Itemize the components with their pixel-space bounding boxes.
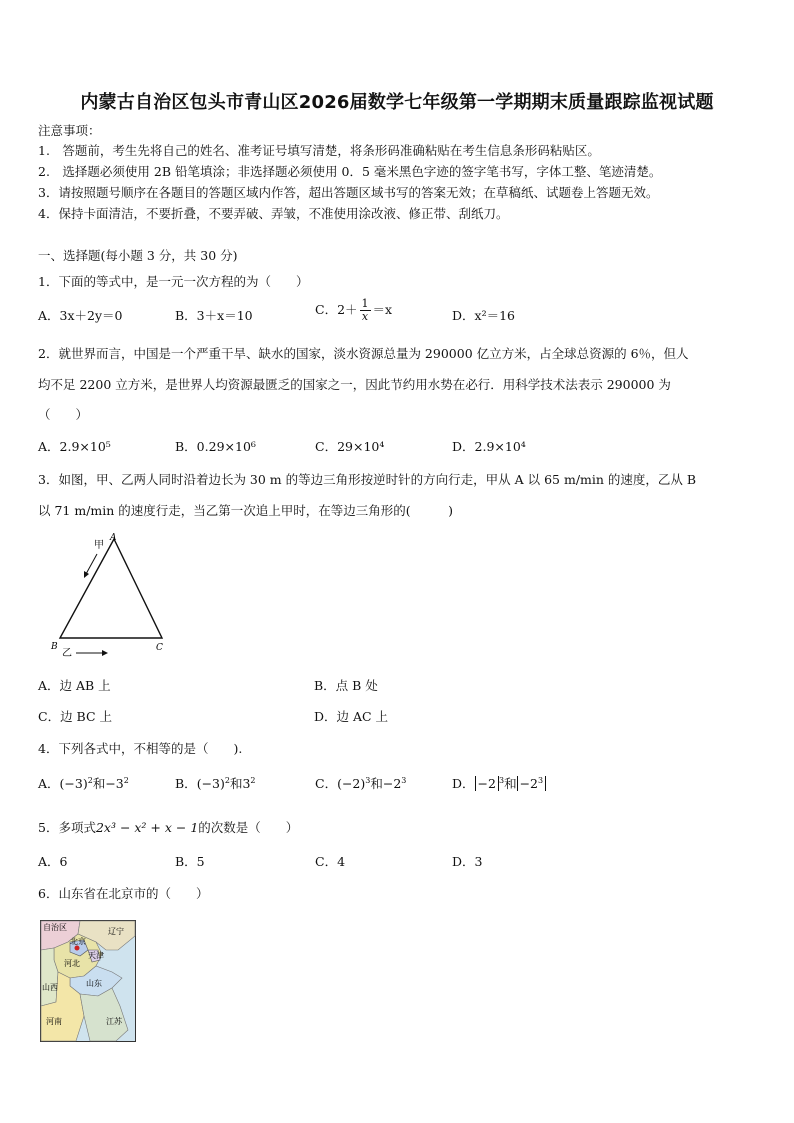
q5-polynomial: 2x³ − x² + x − 1 xyxy=(95,820,199,835)
q4-a-exp2: 2 xyxy=(123,775,129,785)
note-1: 1. 答题前，考生先将自己的姓名、准考证号填写清楚，将条形码准确粘贴在考生信息条形码粘贴区。 xyxy=(38,143,600,158)
q1-c-prefix: C．2＋ xyxy=(315,302,358,317)
q4-option-a xyxy=(38,774,129,792)
map-label-hebei: 河北 xyxy=(64,959,80,968)
q2-option-a: A．2.9×10⁵ xyxy=(38,439,111,454)
q4-d-and: 和 xyxy=(504,776,517,791)
q4-c-exp2: 3 xyxy=(401,775,407,785)
fig-label-c: C xyxy=(156,643,163,653)
q3-option-c: C．边 BC 上 xyxy=(38,709,112,724)
q4-c-exp1: 3 xyxy=(365,775,371,785)
map-label-tianjin: 天津 xyxy=(88,951,104,960)
q4-c-expr: (−2) xyxy=(337,776,366,791)
q1-option-d: D．x²＝16 xyxy=(452,308,515,323)
map-figure xyxy=(40,920,136,1042)
q2-option-b: B．0.29×10⁶ xyxy=(175,439,256,454)
q4-b-exp2: 2 xyxy=(250,775,256,785)
note-4: 4．保持卡面清洁，不要折叠，不要弄破、弄皱，不准使用涂改液、修正带、刮纸刀。 xyxy=(38,206,509,221)
q2-line-3: （ ） xyxy=(38,407,89,422)
q1-c-suffix: ＝x xyxy=(372,302,393,317)
q5-stem xyxy=(38,818,298,836)
section-heading: 一、选择题(每小题 3 分，共 30 分) xyxy=(38,248,238,263)
q4-d-expr2: −2 xyxy=(519,776,539,791)
q4-b-label: B． xyxy=(175,776,197,791)
q1-option-c xyxy=(315,298,392,323)
fig-label-yi: 乙 xyxy=(62,648,72,659)
q4-d-exp1: 3 xyxy=(498,775,505,785)
q5-option-b: B．5 xyxy=(175,854,205,869)
exam-title: 内蒙古自治区包头市青山区2026届数学七年级第一学期期末质量跟踪监视试题 xyxy=(80,92,714,113)
map-label-shanxi: 山西 xyxy=(42,983,58,992)
arrow-jia-head-icon xyxy=(84,571,89,578)
map-label-shandong: 山东 xyxy=(86,979,102,988)
arrow-jia-icon xyxy=(86,554,97,574)
q4-a-label: A． xyxy=(38,776,60,791)
q4-d-abs1 xyxy=(475,776,499,791)
q4-b-expr: (−3) xyxy=(196,776,225,791)
beijing-marker-icon xyxy=(75,946,80,951)
q4-d-label: D． xyxy=(452,776,475,791)
q2-line-1: 2．就世界而言，中国是一个严重干旱、缺水的国家，淡水资源总量为 290000 亿立方米，占全球总资源的 6％，但人 xyxy=(38,346,689,361)
q3-option-b: B．点 B 处 xyxy=(314,678,378,693)
map-label-liaoning: 辽宁 xyxy=(108,927,124,936)
q4-d-exp2: 3 xyxy=(538,775,544,785)
q3-option-d: D．边 AC 上 xyxy=(314,709,389,724)
map-label-zizhiqu: 自治区 xyxy=(43,923,67,932)
fig-label-b: B xyxy=(51,642,58,652)
q2-option-c: C．29×10⁴ xyxy=(315,439,385,454)
q4-option-b xyxy=(175,774,256,792)
q1-option-b: B．3＋x＝10 xyxy=(175,308,253,323)
note-3: 3．请按照题号顺序在各题目的答题区域内作答，超出答题区域书写的答案无效；在草稿纸、试题卷上答题无效。 xyxy=(38,185,659,200)
q4-a-and: 和−3 xyxy=(92,776,124,791)
q4-option-c xyxy=(315,774,406,792)
map-label-beijing: 北京 xyxy=(70,937,86,946)
q3-line-1: 3．如图，甲、乙两人同时沿着边长为 30 m 的等边三角形按逆时针的方向行走，甲从 A 以 65 m/min 的速度，乙从 B xyxy=(38,472,697,487)
q5-option-c: C．4 xyxy=(315,854,346,869)
q6-stem: 6．山东省在北京市的（ ） xyxy=(38,886,209,901)
q4-d-abs2 xyxy=(517,776,547,791)
q4-a-exp1: 2 xyxy=(87,775,93,785)
q1-c-fraction xyxy=(360,298,371,323)
map-label-henan: 河南 xyxy=(46,1017,62,1026)
q4-a-expr: (−3) xyxy=(59,776,88,791)
q4-option-d xyxy=(452,774,546,792)
q1-stem: 1．下面的等式中，是一元一次方程的为（ ） xyxy=(38,274,309,289)
fig-label-jia: 甲 xyxy=(94,540,104,551)
fig-label-a: A xyxy=(110,533,117,543)
q2-line-2: 均不足 2200 立方米，是世界人均资源最匮乏的国家之一，因此节约用水势在必行．用科学技术法表示 290000 为 xyxy=(38,377,671,392)
q4-c-and: 和−2 xyxy=(370,776,402,791)
q1-option-a: A．3x＋2y＝0 xyxy=(38,308,123,323)
q3-option-a: A．边 AB 上 xyxy=(38,678,111,693)
note-2: 2. 选择题必须使用 2B 铅笔填涂；非选择题必须使用 0．5 毫米黑色字迹的签字笔书写，字体工整、笔迹清楚。 xyxy=(38,164,662,179)
q1-c-denominator: x xyxy=(361,310,369,323)
q3-line-2: 以 71 m/min 的速度行走，当乙第一次追上甲时，在等边三角形的( ) xyxy=(38,503,454,518)
q5-stem-suffix: 的次数是（ ） xyxy=(198,820,299,835)
q4-stem: 4．下列各式中，不相等的是（ ). xyxy=(38,741,243,756)
triangle-figure xyxy=(48,532,178,662)
q5-stem-prefix: 5．多项式 xyxy=(38,820,96,835)
q4-c-label: C． xyxy=(315,776,338,791)
q5-option-a: A．6 xyxy=(38,854,68,869)
q5-option-d: D．3 xyxy=(452,854,483,869)
q4-b-exp1: 2 xyxy=(224,775,230,785)
q2-option-d: D．2.9×10⁴ xyxy=(452,439,526,454)
q4-d-expr1: −2 xyxy=(477,776,496,791)
arrow-yi-head-icon xyxy=(102,650,108,656)
q1-c-numerator: 1 xyxy=(361,297,369,310)
triangle-shape xyxy=(60,539,162,638)
map-label-jiangsu: 江苏 xyxy=(106,1017,122,1026)
notes-heading: 注意事项： xyxy=(38,123,101,138)
q4-b-and: 和3 xyxy=(229,776,251,791)
